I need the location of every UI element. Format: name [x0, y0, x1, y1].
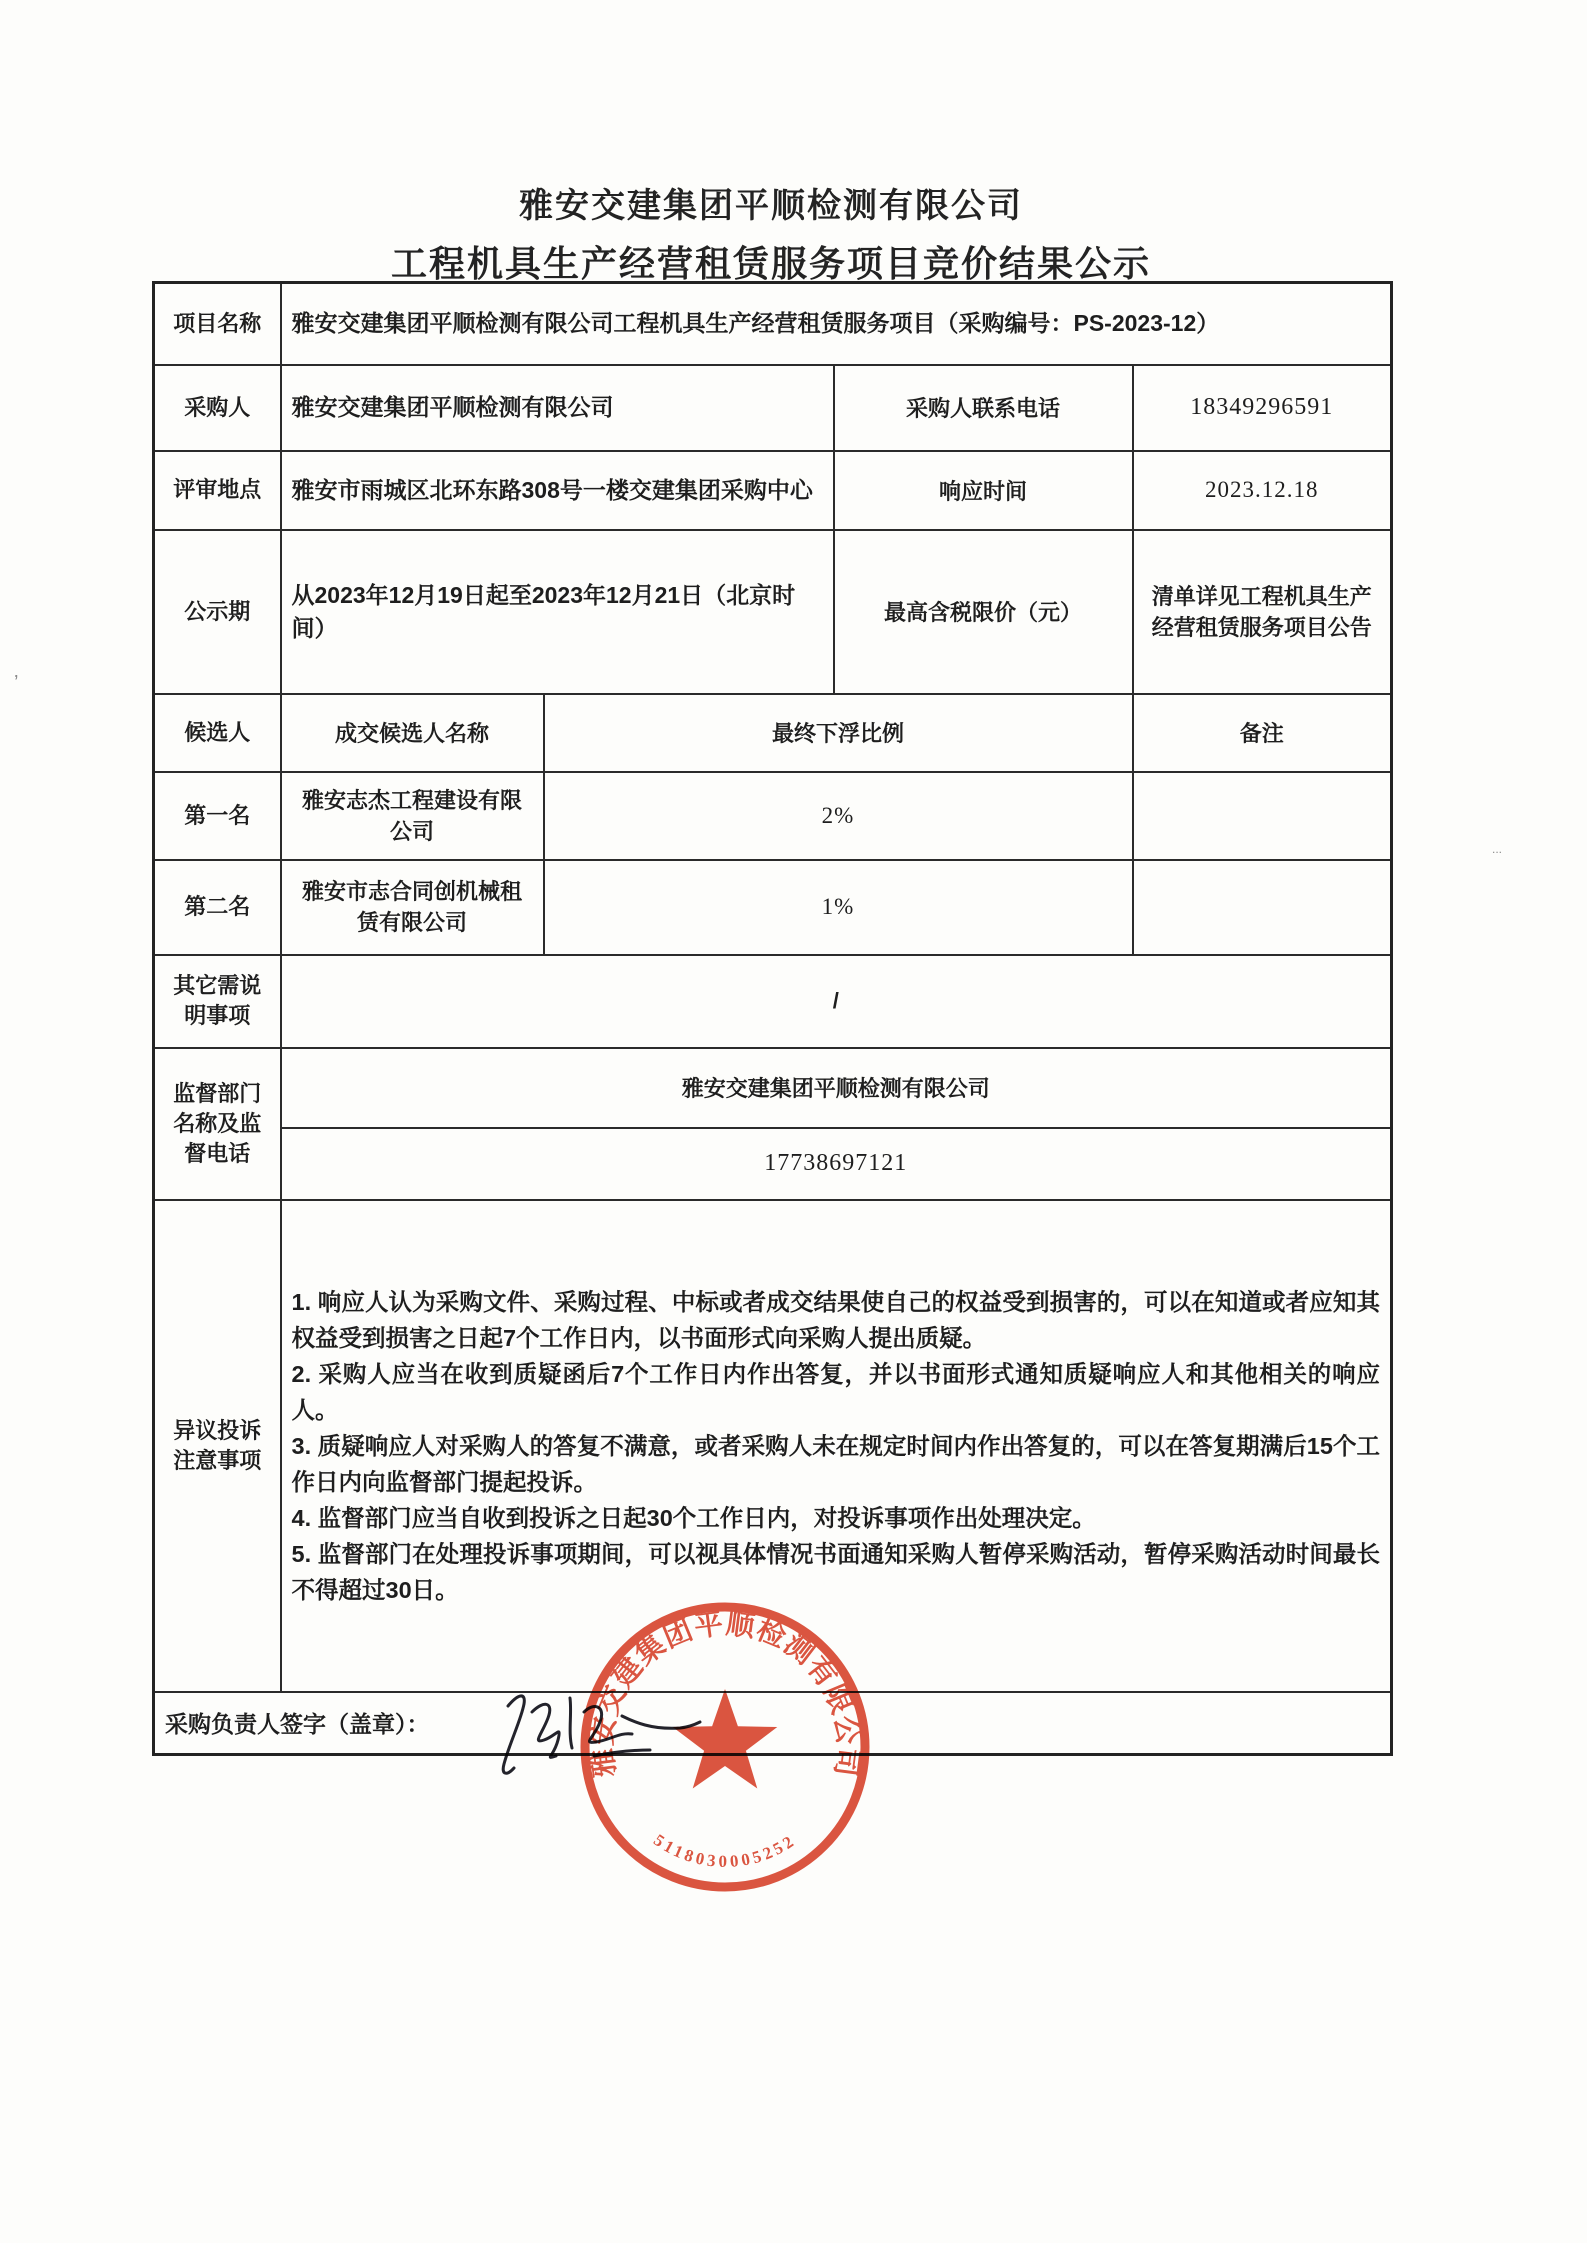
row-supervision-name: [154, 1048, 1392, 1128]
signature-row-label: 采购负责人签字（盖章）：: [154, 1692, 1392, 1755]
candidate-2-name: 雅安市志合同创机械租赁有限公司: [281, 860, 544, 955]
project-label: 项目名称: [154, 283, 281, 365]
seal-number-text: 5118030005252: [650, 1830, 800, 1871]
candidate-1-rank: 第一名: [154, 772, 281, 860]
publicity-value: 从2023年12月19日起至2023年12月21日（北京时间）: [281, 530, 834, 694]
purchaser-phone-value: 18349296591: [1133, 365, 1392, 451]
notice-item: 1. 响应人认为采购文件、采购过程、中标或者成交结果使自己的权益受到损害的，可以在知道或者应知其权益受到损害之日起7个工作日内，以书面形式向采购人提出质疑。: [291, 1288, 1380, 1351]
notice-item: 3. 质疑响应人对采购人的答复不满意，或者采购人未在规定时间内作出答复的，可以在答复期满后15个工作日内向监督部门提起投诉。: [291, 1432, 1380, 1495]
review-label: 评审地点: [154, 451, 281, 530]
response-time-value: 2023.12.18: [1133, 451, 1392, 530]
row-other-notes: [154, 955, 1392, 1048]
row-publicity: [154, 530, 1392, 694]
notice-item: 4. 监督部门应当自收到投诉之日起30个工作日内，对投诉事项作出处理决定。: [291, 1504, 1096, 1531]
seal-company-text: 雅安交建集团平顺检测有限公司: [586, 1608, 864, 1780]
row-purchaser: [154, 365, 1392, 451]
row-supervision-phone: [154, 1128, 1392, 1200]
candidate-1-ratio: 2%: [544, 772, 1133, 860]
other-notes-value: /: [281, 955, 1392, 1048]
purchaser-phone-label: 采购人联系电话: [834, 365, 1133, 451]
svg-text:5118030005252: [650, 1830, 799, 1871]
candidate-row-2: [154, 860, 1392, 955]
supervision-phone: 17738697121: [281, 1128, 1392, 1200]
dispute-notice-text: [281, 1200, 1392, 1692]
purchaser-label: 采购人: [154, 365, 281, 451]
notice-item: 5. 监督部门在处理投诉事项期间，可以视具体情况书面通知采购人暂停采购活动，暂停采购活动时间最长不得超过30日。: [291, 1540, 1380, 1603]
document-title: [152, 178, 1390, 287]
title-line-1: 雅安交建集团平顺检测有限公司: [519, 187, 1023, 225]
purchaser-value: 雅安交建集团平顺检测有限公司: [281, 365, 834, 451]
scan-speckle: ‚: [14, 660, 19, 682]
notice-item: 2. 采购人应当在收到质疑函后7个工作日内作出答复，并以书面形式通知质疑响应人和其他相关的响应人。: [291, 1360, 1380, 1423]
max-price-note: 清单详见工程机具生产经营租赁服务项目公告: [1133, 530, 1392, 694]
publicity-label: 公示期: [154, 530, 281, 694]
candidate-col1-header: 候选人: [154, 694, 281, 772]
candidate-2-ratio: 1%: [544, 860, 1133, 955]
candidate-row-1: [154, 772, 1392, 860]
row-review: [154, 451, 1392, 530]
dispute-notice-label: 异议投诉注意事项: [154, 1200, 281, 1692]
candidate-2-rank: 第二名: [154, 860, 281, 955]
response-time-label: 响应时间: [834, 451, 1133, 530]
candidate-col4-header: 备注: [1133, 694, 1392, 772]
supervision-name: 雅安交建集团平顺检测有限公司: [281, 1048, 1392, 1128]
candidate-col2-header: 成交候选人名称: [281, 694, 544, 772]
scan-speckle: ...: [1492, 842, 1503, 856]
result-table: [152, 281, 1393, 1756]
candidate-col3-header: 最终下浮比例: [544, 694, 1133, 772]
title-line-2: 工程机具生产经营租赁服务项目竞价结果公示: [390, 243, 1151, 284]
row-project: [154, 283, 1392, 365]
candidate-1-name: 雅安志杰工程建设有限公司: [281, 772, 544, 860]
supervision-label: 监督部门名称及监督电话: [154, 1048, 281, 1200]
project-value: 雅安交建集团平顺检测有限公司工程机具生产经营租赁服务项目（采购编号：PS-2023-12）: [281, 283, 1392, 365]
max-price-label: 最高含税限价（元）: [834, 530, 1133, 694]
row-signature: [154, 1692, 1392, 1755]
row-candidate-header: [154, 694, 1392, 772]
row-dispute-notice: [154, 1200, 1392, 1692]
candidate-2-remark: [1133, 860, 1392, 955]
candidate-1-remark: [1133, 772, 1392, 860]
other-notes-label: 其它需说明事项: [154, 955, 281, 1048]
review-value: 雅安市雨城区北环东路308号一楼交建集团采购中心: [281, 451, 834, 530]
